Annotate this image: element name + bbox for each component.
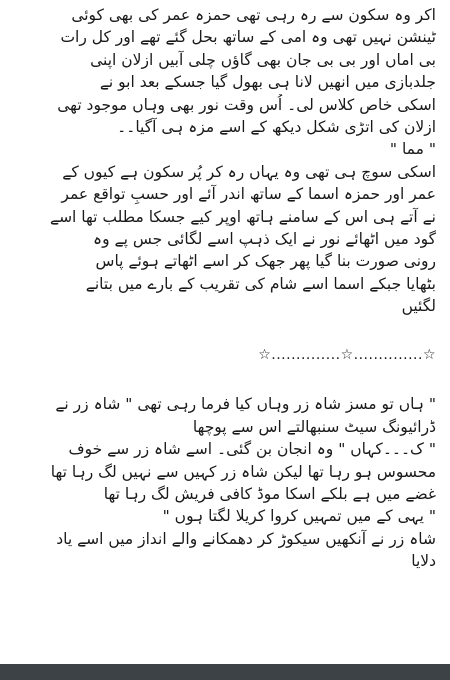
spacer bbox=[18, 317, 436, 343]
text-line: ٹینشن نہیں تھی وہ امی کے ساتھ بحل گئے تھے اور کل رات bbox=[60, 28, 436, 47]
spacer bbox=[18, 367, 436, 393]
text-line: شاہ زر نے آنکھیں سیکوڑ کر دھمکانے والے انداز میں اسے یاد bbox=[56, 529, 436, 548]
paragraph-2 bbox=[18, 393, 436, 572]
text-line: دلایا bbox=[411, 552, 436, 571]
text-line: بی اماں اور بی بی جان بھی گاؤں چلی آبیں ازلان اپنی bbox=[90, 50, 436, 69]
text-line: لگئیں bbox=[401, 297, 436, 316]
text-line: گود میں اٹھائے نور نے ایک ذہپ اسے لگائی جس پے وہ bbox=[93, 229, 436, 248]
text-line: محسوس ہو رہا تھا لیکن شاہ زر کہیں سے نہیں لگ رہا تھا bbox=[50, 462, 436, 481]
text-line: عمر اور حمزہ اسما کے ساتھ اندر آئے اور حسبِ تواقع عمر bbox=[61, 185, 436, 204]
text-line: رونی صورت بنا گیا پھر جھک کر اسے اٹھاتے ہوئے پاس bbox=[95, 252, 436, 271]
text-line: " یہی کے میں تمہیں کروا کریلا لگتا ہوں " bbox=[162, 507, 436, 526]
text-line: اسکی سوچ ہی تھی وہ یہاں رہ کر پُر سکون ہے کیوں کے bbox=[62, 162, 436, 181]
text-line: اسکی خاص کلاس لی۔ اُس وقت نور بھی وہاں موجود تھی bbox=[57, 95, 436, 114]
text-line: " ہاں تو مسز شاہ زر وہاں کیا فرما رہی تھی " شاہ زر نے bbox=[55, 395, 436, 414]
text-line: " ک۔۔۔کہاں " وہ انجان بن گئی۔ اسے شاہ زر سے خوف bbox=[68, 440, 436, 459]
text-line: نے آتے ہی اس کے سامنے ہاتھ اوپر کیے جسکا مطلب تھا اسے bbox=[49, 207, 436, 226]
text-line: ازلان کی اتڑی شکل دیکھ کے اسے مزہ ہی آگیا۔۔ bbox=[117, 117, 436, 136]
section-divider: ☆..............☆..............☆ bbox=[258, 347, 436, 364]
bottom-navigation-bar bbox=[0, 664, 450, 680]
text-line: غضے میں ہے بلکے اسکا موڈ کافی فریش لگ رہا تھا bbox=[103, 485, 436, 504]
paragraph-1 bbox=[18, 4, 436, 317]
text-line: بٹھایا جبکے اسما اسے شام کی تقریب کے بارے میں بتانے bbox=[85, 274, 436, 293]
text-line: ڈرائیونگ سیٹ سنبھالتے اس سے پوچھا bbox=[192, 417, 436, 436]
text-line: اکر وہ سکون سے رہ رہی تھی حمزہ عمر کی بھی کوئی bbox=[71, 6, 436, 24]
text-line: جلدبازی میں انھیں لانا ہی بھول گیا جسکے بعد ابو نے bbox=[99, 73, 436, 92]
text-line: " مما " bbox=[389, 140, 436, 159]
